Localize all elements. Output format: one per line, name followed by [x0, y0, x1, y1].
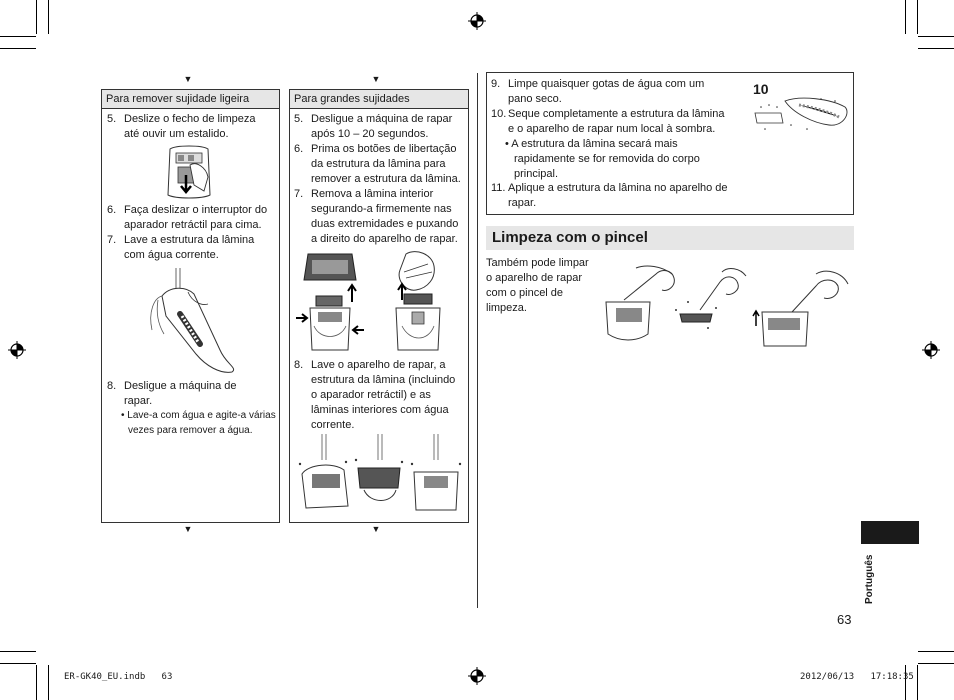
remove-foil-illustration [294, 250, 366, 354]
arrow-down-icon: ▼ [183, 74, 193, 84]
column-divider [477, 73, 478, 608]
brush-cleaning-illustration [602, 262, 852, 348]
rinse-shaver-illustration [142, 268, 242, 374]
registration-mark-icon [922, 341, 940, 359]
remove-inner-blade-illustration [382, 250, 458, 354]
brush-section-text: Também pode limpar o aparelho de rapar com o pincel de limpeza. [486, 257, 589, 314]
footer-timestamp: 2012/06/13 17:18:35 [800, 672, 914, 682]
registration-mark-icon [8, 341, 26, 359]
panel-header: Para grandes sujidades [290, 90, 468, 109]
step-10-note: • A estrutura da lâmina secará mais rapidamente se for removida do corpo principal. [505, 138, 700, 180]
section-title: Limpeza com o pincel [486, 226, 854, 250]
page-number: 63 [837, 612, 852, 627]
panel-header: Para remover sujidade ligeira [102, 90, 279, 109]
arrow-down-icon: ▼ [371, 74, 381, 84]
arrow-down-icon: ▼ [183, 524, 193, 534]
arrow-down-icon: ▼ [371, 524, 381, 534]
light-dirt-panel: Para remover sujidade ligeira 5. Deslize o fecho de limpeza até ouvir um estalido. 6. Faça deslizar o interruptor do aparador retráctil para cima. 7. Lave a estrutura da lâmina com água corrente. 8. Desligue a máquina de rapar. • Lave-a com água e agite-a várias vezes para remover a água. [101, 89, 280, 523]
footer-file: ER-GK40_EU.indb 63 [64, 672, 173, 682]
rinse-parts-illustration [294, 434, 466, 514]
language-tab [861, 521, 919, 544]
language-label: Português [864, 554, 875, 604]
step-8-note: • Lave-a com água e agite-a várias vezes para remover a água. [121, 410, 276, 436]
drying-shaver-illustration [751, 95, 851, 135]
heavy-dirt-panel: Para grandes sujidades 5. Desligue a máquina de rapar após 10 – 20 segundos. 6. Prima os botões de libertação da estrutura da lâmina para remover a estrutura da lâmina. 7. Remova a lâmina interior segurando-a firmemente nas duas extremidades e puxando a direito do aparelho de rapar. 8. Lave o aparelho de rapar, a estrutura da lâmina (incluindo o aparador retráctil) e as lâminas interiores com água corrente. [289, 89, 469, 523]
figure-label: 10 [753, 81, 769, 97]
registration-mark-icon [468, 12, 486, 30]
drying-panel: 9. Limpe quaisquer gotas de água com um pano seco. 10. Seque completamente a estrutura da lâmina e o aparelho de rapar num local à sombra. • A estrutura da lâmina secará mais rapidamente se for removida do corpo principal. 11. Aplique a estrutura da lâmina no aparelho de rapar. 10 [486, 72, 854, 215]
cleaning-latch-illustration [164, 145, 214, 201]
registration-mark-icon [468, 667, 486, 685]
